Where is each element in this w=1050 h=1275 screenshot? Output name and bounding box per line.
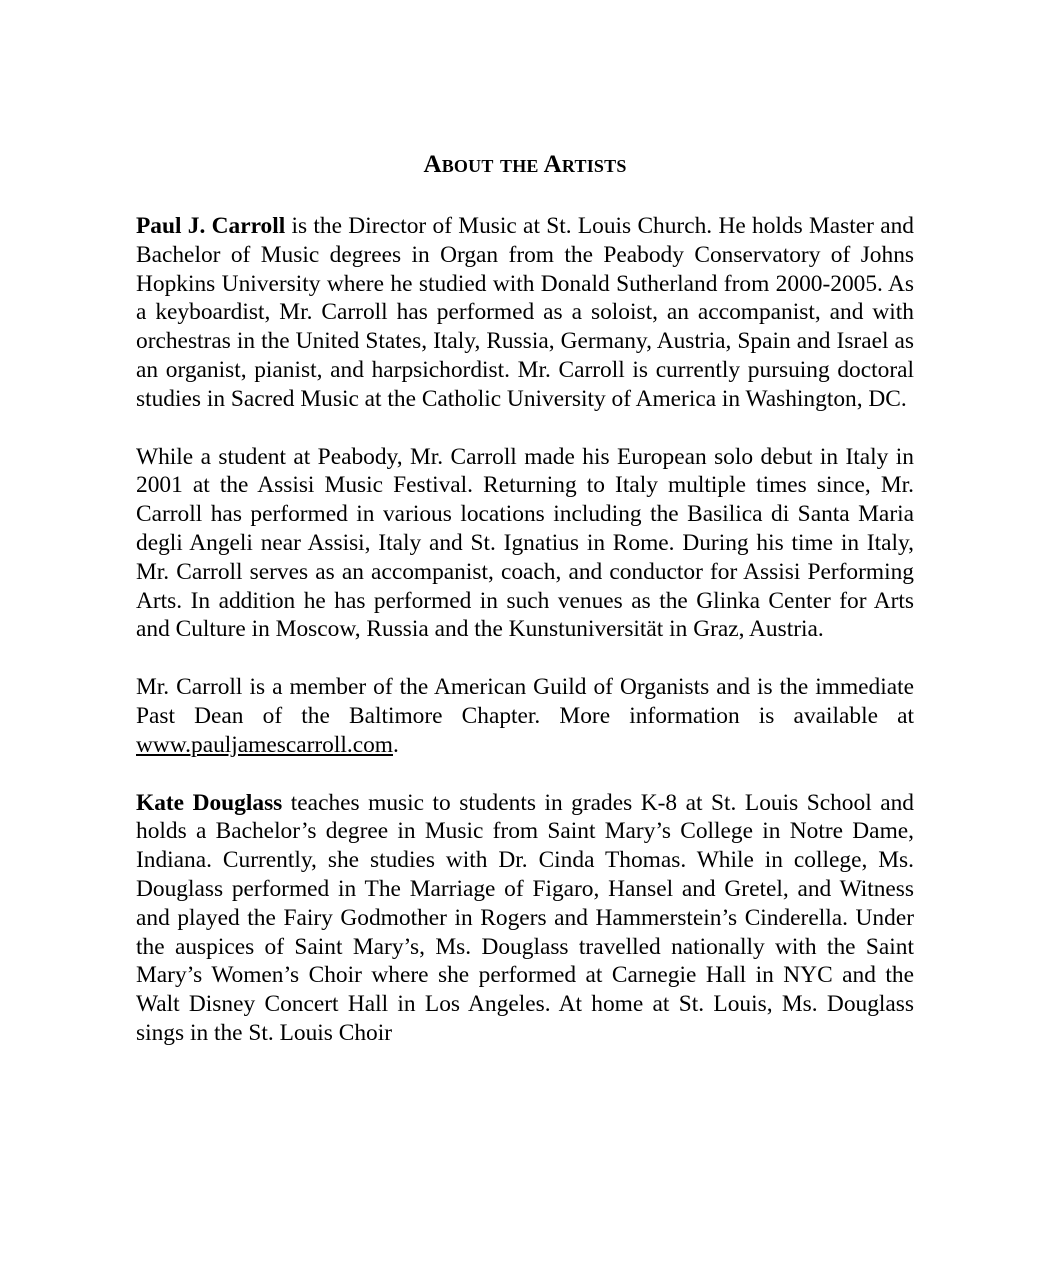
bio-paragraph-carroll-1 (136, 212, 914, 414)
bio-text-carroll-3-end: . (393, 731, 399, 758)
bio-paragraph-carroll-3 (136, 673, 914, 759)
bio-text-carroll-2: While a student at Peabody, Mr. Carroll made his European solo debut in Italy in 2001 at the Assisi Music Festival. Returning to Italy multiple times since, Mr. Carroll has performed in various locations including the Basilica di Santa Maria degli Angeli near Assisi, Italy and St. Ignatius in Rome. During his time in Italy, Mr. Carroll serves as an accompanist, coach, and conductor for Assisi Performing Arts. In addition he has performed in such venues as the Glinka Center for Arts and Culture in Moscow, Russia and the Kunstuniversität in Graz, Austria. (136, 443, 914, 643)
bio-paragraph-carroll-2 (136, 443, 914, 645)
website-link[interactable]: www.pauljamescarroll.com (136, 731, 393, 758)
artist-name-carroll: Paul J. Carroll (136, 213, 286, 239)
artist-name-douglass: Kate Douglass (136, 789, 283, 816)
bio-text-douglass: teaches music to students in grades K-8 at St. Louis School and holds a Bachelor’s degree in Music from Saint Mary’s College in Notre Dame, Indiana. Currently, she studies with Dr. Cinda Thomas. While in college, Ms. Douglass performed in The Marriage of Figaro, Hansel and Gretel, and Witness and played the Fairy Godmother in Rogers and Hammerstein’s Cinderella. Under the auspices of Saint Mary’s, Ms. Douglass travelled nationally with the Saint Mary’s Women’s Choir where she performed at Carnegie Hall in NYC and the Walt Disney Concert Hall in Los Angeles. At home at St. Louis, Ms. Douglass sings in the St. Louis Choir (136, 789, 914, 1046)
bio-text-carroll-1: is the Director of Music at St. Louis Church. He holds Master and Bachelor of Music degrees in Organ from the Peabody Conservatory of Johns Hopkins University where he studied with Donald Sutherland from 2000-2005. As a keyboardist, Mr. Carroll has performed as a soloist, an accompanist, and with orchestras in the United States, Italy, Russia, Germany, Austria, Spain and Israel as an organist, pianist, and harpsichordist. Mr. Carroll is currently pursuing doctoral studies in Sacred Music at the Catholic University of America in Washington, DC. (136, 213, 914, 412)
page-title: About the Artists (423, 151, 627, 178)
document-page (136, 150, 914, 1077)
bio-paragraph-douglass (136, 789, 914, 1048)
bio-text-carroll-3: Mr. Carroll is a member of the American Guild of Organists and is the immediate Past Dean of the Baltimore Chapter. More information is available at (136, 674, 914, 729)
